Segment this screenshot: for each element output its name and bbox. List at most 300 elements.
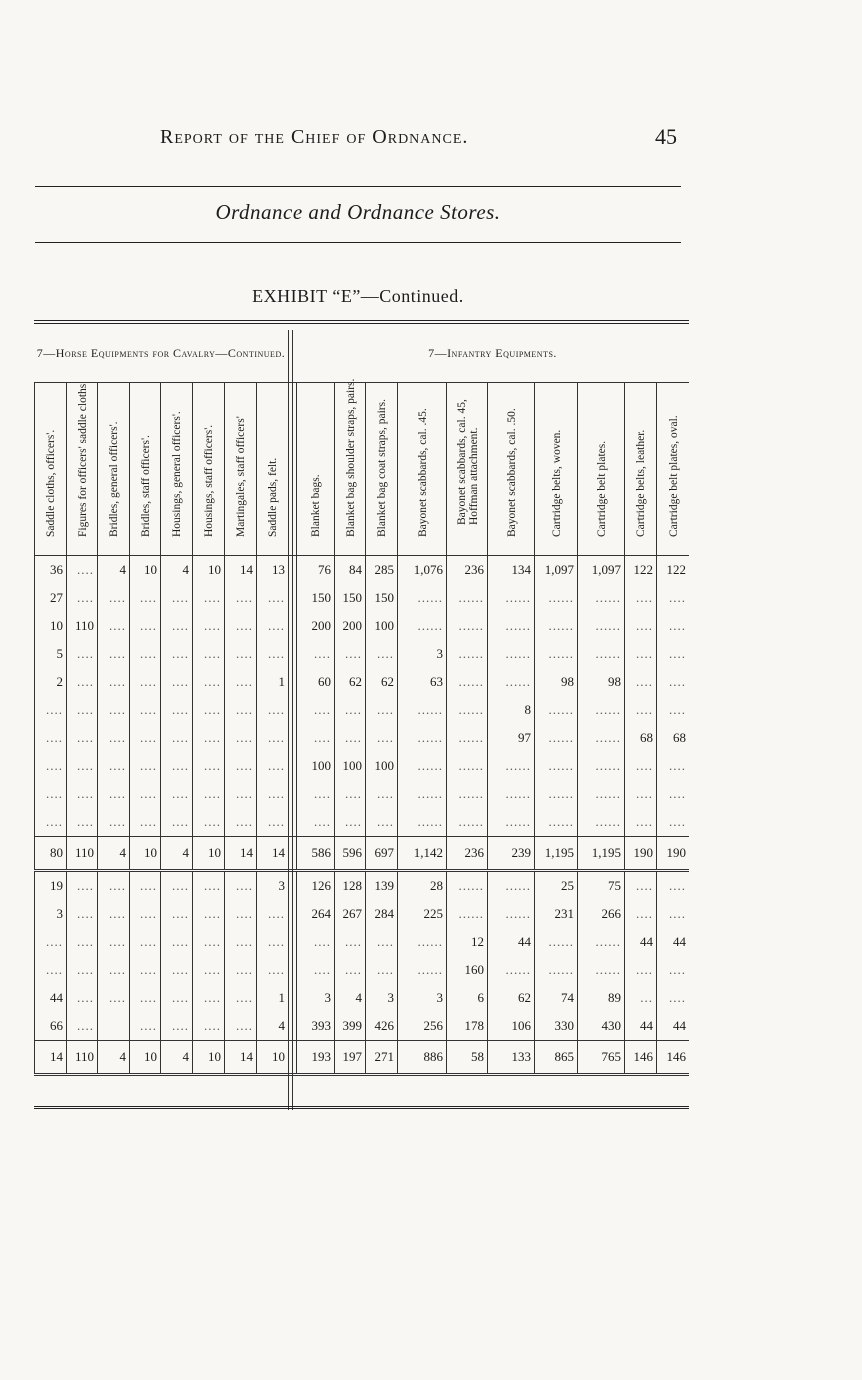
table-cell: 63 <box>397 668 446 696</box>
table-cell: ...... <box>487 612 534 640</box>
table-cell: 84 <box>334 556 365 584</box>
table-cell: ...... <box>577 640 624 668</box>
table-cell: 1,142 <box>397 837 446 869</box>
column-header <box>160 383 193 555</box>
table-cell: 1,195 <box>534 837 577 869</box>
table-cell: .... <box>224 984 256 1012</box>
table-cell: .... <box>160 984 192 1012</box>
table-cell: .... <box>296 696 334 724</box>
ordnance-table <box>34 320 689 1064</box>
table-cell: 14 <box>224 837 256 869</box>
table-cell: .... <box>334 928 365 956</box>
table-cell: 1,076 <box>397 556 446 584</box>
table-cell: .... <box>34 780 66 808</box>
column-header <box>34 383 67 555</box>
table-cell: .... <box>160 640 192 668</box>
table-cell: 98 <box>534 668 577 696</box>
table-cell: 122 <box>624 556 656 584</box>
table-cell: 697 <box>365 837 397 869</box>
table-cell: .... <box>334 724 365 752</box>
table-cell: 8 <box>487 696 534 724</box>
table-cell: 150 <box>296 584 334 612</box>
table-cell: 14 <box>224 556 256 584</box>
table-cell: .... <box>129 668 160 696</box>
table-cell: 4 <box>334 984 365 1012</box>
table-cell: .... <box>129 640 160 668</box>
table-cell: ...... <box>446 584 487 612</box>
table-cell: .... <box>296 956 334 984</box>
table-cell: .... <box>224 872 256 900</box>
table-cell: ...... <box>577 808 624 836</box>
column-header-label: Blanket bag shoulder straps, pairs. <box>344 378 357 537</box>
table-cell: 80 <box>34 837 66 869</box>
table-cell: ...... <box>534 612 577 640</box>
table-cell: .... <box>160 928 192 956</box>
table-cell: 68 <box>624 724 656 752</box>
table-cell: ...... <box>534 584 577 612</box>
table-cell: .... <box>656 612 689 640</box>
table-row <box>34 928 689 956</box>
subtitle: Ordnance and Ordnance Stores. <box>215 200 501 224</box>
table-row <box>34 984 689 1012</box>
column-header-label: Blanket bags. <box>310 474 322 537</box>
table-cell: .... <box>192 780 224 808</box>
table-cell: ...... <box>577 780 624 808</box>
table-cell: ...... <box>397 752 446 780</box>
table-cell: .... <box>334 640 365 668</box>
column-header-label: Saddle cloths, officers'. <box>45 429 57 537</box>
column-header <box>129 383 161 555</box>
table-cell: .... <box>160 900 192 928</box>
table-cell: .... <box>97 956 129 984</box>
column-header <box>397 383 447 555</box>
table-cell: .... <box>656 752 689 780</box>
table-cell: .... <box>365 640 397 668</box>
table-cell: ...... <box>534 724 577 752</box>
table-cell: .... <box>224 752 256 780</box>
table-cell: ...... <box>487 752 534 780</box>
table-cell: .... <box>97 752 129 780</box>
table-cell: ...... <box>446 780 487 808</box>
table-cell: 330 <box>534 1012 577 1040</box>
table-cell: 44 <box>487 928 534 956</box>
table-cell: .... <box>296 780 334 808</box>
table-cell: 1,097 <box>577 556 624 584</box>
table-cell: .... <box>224 584 256 612</box>
table-cell: .... <box>160 780 192 808</box>
table-cell: .... <box>192 696 224 724</box>
table-cell: .... <box>192 956 224 984</box>
table-cell: 4 <box>160 1041 192 1073</box>
table-cell: .... <box>129 928 160 956</box>
table-cell: ...... <box>397 584 446 612</box>
column-header <box>534 383 578 555</box>
table-cell: 60 <box>296 668 334 696</box>
table-cell: ...... <box>534 696 577 724</box>
column-header <box>365 383 398 555</box>
table-cell: ... <box>624 984 656 1012</box>
table-cell: .... <box>129 696 160 724</box>
column-header-label: Bridles, staff officers'. <box>139 435 152 537</box>
table-cell: 1,097 <box>534 556 577 584</box>
table-cell: .... <box>224 696 256 724</box>
table-cell: .... <box>192 928 224 956</box>
table-cell: .... <box>192 872 224 900</box>
table-cell: .... <box>97 584 129 612</box>
table-cell: ...... <box>534 780 577 808</box>
table-cell: .... <box>192 612 224 640</box>
column-header-label: Saddle pads, felt. <box>267 457 279 537</box>
table-cell: .... <box>656 984 689 1012</box>
table-cell: .... <box>66 780 97 808</box>
table-cell: 865 <box>534 1041 577 1073</box>
table-cell: .... <box>256 612 288 640</box>
table-cell: 110 <box>66 837 97 869</box>
table-cell: 3 <box>256 872 288 900</box>
table-cell: .... <box>296 928 334 956</box>
table-cell: .... <box>129 1012 160 1040</box>
table-cell: 239 <box>487 837 534 869</box>
running-head: Report of the Chief of Ordnance. <box>160 126 469 148</box>
table-cell: .... <box>34 928 66 956</box>
table-cell: .... <box>66 752 97 780</box>
table-cell: .... <box>97 808 129 836</box>
column-header <box>296 383 335 555</box>
table-cell: .... <box>256 808 288 836</box>
table-cell: .... <box>129 808 160 836</box>
table-cell: .... <box>656 872 689 900</box>
table-row <box>34 808 689 836</box>
table-cell: 256 <box>397 1012 446 1040</box>
table-cell: .... <box>296 640 334 668</box>
table-cell: .... <box>224 668 256 696</box>
table-cell: .... <box>97 612 129 640</box>
column-header-label: Figures for officers' saddle cloths <box>76 383 89 537</box>
table-cell: 27 <box>34 584 66 612</box>
table-cell: .... <box>192 1012 224 1040</box>
table-row <box>34 724 689 752</box>
table-cell: .... <box>624 808 656 836</box>
table-cell: 74 <box>534 984 577 1012</box>
table-cell: 1 <box>256 984 288 1012</box>
table-cell: 89 <box>577 984 624 1012</box>
table-cell: 430 <box>577 1012 624 1040</box>
table-cell: .... <box>192 808 224 836</box>
table-cell: ...... <box>446 696 487 724</box>
exhibit-title: EXHIBIT “E”—Continued. <box>252 286 464 306</box>
table-cell: .... <box>656 808 689 836</box>
table-cell: .... <box>192 752 224 780</box>
column-header-label: Cartridge belts, leather. <box>635 429 647 537</box>
table-cell: .... <box>97 724 129 752</box>
table-cell: 110 <box>66 612 97 640</box>
table-cell: .... <box>624 696 656 724</box>
table-cell: .... <box>34 752 66 780</box>
table-row <box>34 752 689 780</box>
table-cell: 200 <box>296 612 334 640</box>
table-cell: 596 <box>334 837 365 869</box>
table-cell: .... <box>334 696 365 724</box>
table-cell: .... <box>624 640 656 668</box>
table-cell: ...... <box>487 872 534 900</box>
page-number: 45 <box>655 124 677 149</box>
table-cell: 267 <box>334 900 365 928</box>
table-row <box>34 780 689 808</box>
table-cell: .... <box>365 696 397 724</box>
table-cell: .... <box>192 640 224 668</box>
table-cell: 134 <box>487 556 534 584</box>
table-cell: 3 <box>296 984 334 1012</box>
table-cell: .... <box>224 900 256 928</box>
table-cell: .... <box>66 724 97 752</box>
table-cell: .... <box>66 928 97 956</box>
table-cell: 586 <box>296 837 334 869</box>
table-cell: .... <box>296 724 334 752</box>
table-cell: .... <box>160 808 192 836</box>
table-cell: .... <box>256 780 288 808</box>
table-cell: 4 <box>160 556 192 584</box>
table-cell: 62 <box>487 984 534 1012</box>
table-cell: .... <box>160 752 192 780</box>
table-cell: 236 <box>446 837 487 869</box>
table-cell: .... <box>224 780 256 808</box>
table-cell: .... <box>97 984 129 1012</box>
table-cell: ...... <box>577 584 624 612</box>
table-cell: .... <box>129 724 160 752</box>
table-cell: ...... <box>446 752 487 780</box>
table-cell: .... <box>129 752 160 780</box>
table-cell: 264 <box>296 900 334 928</box>
table-cell: 190 <box>656 837 689 869</box>
table-cell: .... <box>129 956 160 984</box>
table-cell: .... <box>129 872 160 900</box>
table-cell: 76 <box>296 556 334 584</box>
table-cell: 2 <box>34 668 66 696</box>
table-cell: .... <box>160 1012 192 1040</box>
table-cell: 75 <box>577 872 624 900</box>
table-cell: ...... <box>397 808 446 836</box>
table-cell: 271 <box>365 1041 397 1073</box>
table-cell: 126 <box>296 872 334 900</box>
table-cell: 285 <box>365 556 397 584</box>
table-cell: 58 <box>446 1041 487 1073</box>
table-cell: .... <box>256 752 288 780</box>
table-cell: .... <box>97 900 129 928</box>
table-cell: .... <box>624 780 656 808</box>
table-cell: .... <box>97 780 129 808</box>
table-cell: .... <box>656 584 689 612</box>
table-cell: .... <box>334 956 365 984</box>
table-cell: .... <box>160 696 192 724</box>
column-header-label: Blanket bag coat straps, pairs. <box>376 399 388 537</box>
table-cell: .... <box>66 584 97 612</box>
table-cell: ...... <box>446 612 487 640</box>
table-cell: 5 <box>34 640 66 668</box>
table-cell: .... <box>224 956 256 984</box>
column-header-label: Cartridge belt plates, oval. <box>667 415 680 537</box>
table-cell: ...... <box>446 900 487 928</box>
column-header <box>224 383 257 555</box>
table-cell: .... <box>192 984 224 1012</box>
table-cell: .... <box>34 956 66 984</box>
table-cell: .... <box>256 724 288 752</box>
table-cell: .... <box>656 780 689 808</box>
table-cell: ...... <box>446 808 487 836</box>
column-header <box>334 378 366 555</box>
table-cell: .... <box>66 1012 97 1040</box>
table-cell: 28 <box>397 872 446 900</box>
table-cell: .... <box>224 724 256 752</box>
table-cell: 10 <box>34 612 66 640</box>
table-cell: .... <box>129 584 160 612</box>
table-cell: .... <box>66 668 97 696</box>
table-cell: .... <box>365 780 397 808</box>
table-cell: 106 <box>487 1012 534 1040</box>
table-cell: ...... <box>487 808 534 836</box>
table-row <box>34 956 689 984</box>
table-cell: 10 <box>129 837 160 869</box>
table-cell: 236 <box>446 556 487 584</box>
table-cell: 98 <box>577 668 624 696</box>
table-cell: ...... <box>446 724 487 752</box>
column-header-row <box>34 378 689 556</box>
table-cell: ...... <box>534 752 577 780</box>
table-cell: 393 <box>296 1012 334 1040</box>
table-row <box>34 612 689 640</box>
table-cell: 10 <box>256 1041 288 1073</box>
table-cell: ...... <box>577 956 624 984</box>
table-cell: 886 <box>397 1041 446 1073</box>
table-cell: ...... <box>534 640 577 668</box>
table-cell: .... <box>192 584 224 612</box>
table-cell: ...... <box>577 724 624 752</box>
table-cell: 426 <box>365 1012 397 1040</box>
table-cell: .... <box>97 640 129 668</box>
column-header-label: Bridles, general officers'. <box>108 421 120 537</box>
table-cell: 36 <box>34 556 66 584</box>
column-header <box>66 383 98 555</box>
group-title-infantry-equipments: 7—Infantry Equipments. <box>428 346 557 360</box>
table-row <box>34 668 689 696</box>
table-cell: 44 <box>624 1012 656 1040</box>
table-cell: 150 <box>365 584 397 612</box>
table-body <box>34 556 689 1076</box>
column-header <box>624 383 657 555</box>
table-cell: 44 <box>656 1012 689 1040</box>
table-cell: .... <box>624 956 656 984</box>
table-cell: 4 <box>97 1041 129 1073</box>
table-cell: .... <box>334 808 365 836</box>
table-cell: 3 <box>397 984 446 1012</box>
table-cell: 68 <box>656 724 689 752</box>
table-cell: .... <box>160 584 192 612</box>
column-header-label: Cartridge belts, woven. <box>550 429 563 537</box>
table-row <box>34 696 689 724</box>
table-cell: 100 <box>334 752 365 780</box>
table-cell: .... <box>256 900 288 928</box>
table-cell: ...... <box>397 724 446 752</box>
table-cell: 146 <box>656 1041 689 1073</box>
table-cell: .... <box>256 928 288 956</box>
column-header-label: Cartridge belt plates. <box>595 440 608 537</box>
table-cell: 399 <box>334 1012 365 1040</box>
table-cell: 197 <box>334 1041 365 1073</box>
table-cell: .... <box>296 808 334 836</box>
group-header-row <box>34 324 689 386</box>
table-cell: 133 <box>487 1041 534 1073</box>
table-cell: 139 <box>365 872 397 900</box>
table-cell: 10 <box>192 837 224 869</box>
column-header <box>192 383 225 555</box>
table-cell: 97 <box>487 724 534 752</box>
table-cell: .... <box>656 640 689 668</box>
table-cell: .... <box>656 956 689 984</box>
table-cell: 66 <box>34 1012 66 1040</box>
table-cell: .... <box>256 640 288 668</box>
table-cell: 6 <box>446 984 487 1012</box>
table-cell: .... <box>34 696 66 724</box>
table-cell: .... <box>256 584 288 612</box>
table-cell: 44 <box>34 984 66 1012</box>
table-cell: ...... <box>446 668 487 696</box>
table-row <box>34 556 689 584</box>
table-row <box>34 584 689 612</box>
table-cell: .... <box>160 612 192 640</box>
table-cell: .... <box>66 872 97 900</box>
table-cell: .... <box>224 1012 256 1040</box>
table-cell: .... <box>365 724 397 752</box>
table-cell: .... <box>656 900 689 928</box>
total-row <box>34 1040 689 1076</box>
table-cell: 44 <box>656 928 689 956</box>
table-cell: ...... <box>534 808 577 836</box>
table-row <box>34 900 689 928</box>
table-bottom-rule <box>34 1106 689 1109</box>
table-cell: 100 <box>296 752 334 780</box>
table-cell: .... <box>160 724 192 752</box>
table-cell: .... <box>365 808 397 836</box>
column-header <box>487 383 535 555</box>
table-cell: ...... <box>487 900 534 928</box>
subtitle-rule <box>35 242 681 243</box>
table-cell: 14 <box>34 1041 66 1073</box>
table-cell: 10 <box>192 556 224 584</box>
table-cell: 3 <box>34 900 66 928</box>
table-cell: ...... <box>577 612 624 640</box>
table-cell: 765 <box>577 1041 624 1073</box>
table-cell: ...... <box>487 780 534 808</box>
table-row <box>34 1012 689 1040</box>
table-cell: .... <box>66 808 97 836</box>
column-header-label: Housings, staff officers'. <box>203 424 215 537</box>
table-cell: 62 <box>334 668 365 696</box>
column-header-label: Bayonet scabbards, cal. .45. <box>416 408 429 537</box>
table-cell: .... <box>656 668 689 696</box>
table-cell: 3 <box>365 984 397 1012</box>
table-cell: 19 <box>34 872 66 900</box>
table-cell: .... <box>624 752 656 780</box>
table-cell: 100 <box>365 612 397 640</box>
table-cell: .... <box>97 696 129 724</box>
table-cell: ...... <box>534 928 577 956</box>
table-cell: .... <box>160 668 192 696</box>
table-cell: 4 <box>160 837 192 869</box>
table-cell: ...... <box>446 872 487 900</box>
table-cell: ...... <box>397 928 446 956</box>
table-cell: 4 <box>256 1012 288 1040</box>
table-cell: .... <box>66 556 97 584</box>
table-cell: 110 <box>66 1041 97 1073</box>
